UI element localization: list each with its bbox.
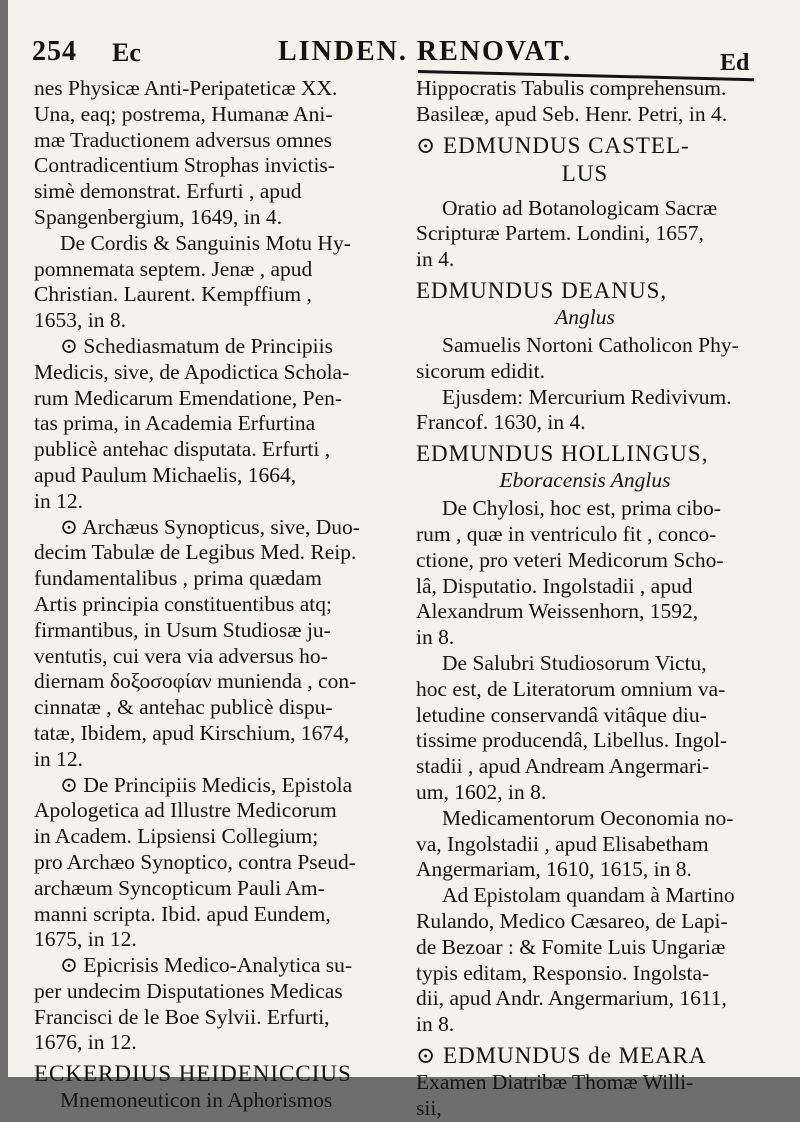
text-line: ctione, pro veteri Medicorum Scho- (416, 547, 724, 572)
text-line: in 12. (34, 746, 83, 771)
text-line: Medicis, sive, de Apodictica Schola- (34, 359, 350, 384)
running-title: LINDEN. RENOVAT. (278, 36, 573, 67)
castellus-heading-continued: LUS (561, 160, 609, 186)
text-line: in Academ. Lipsiensi Collegium; (34, 824, 319, 849)
text-line: simè demonstrat. Erfurti , apud (34, 179, 302, 204)
text-line: publicè antehac disputata. Erfurti , (34, 437, 331, 462)
text-line: 1653, in 8. (34, 308, 126, 333)
text-line: Artis principia constituentibus atq; (34, 591, 332, 616)
text-line: Oratio ad Botanologicam Sacræ (442, 195, 718, 220)
text-line: 1676, in 12. (34, 1030, 137, 1055)
text-line: dii, apud Andr. Angermarium, 1611, (416, 986, 727, 1011)
text-line: decim Tabulæ de Legibus Med. Reip. (34, 540, 357, 565)
text-line: Angermariam, 1610, 1615, in 8. (416, 857, 692, 882)
text-line: ventutis, cui vera via adversus ho- (34, 643, 328, 668)
text-line: in 8. (416, 1012, 455, 1037)
text-line: ⊙ Epicrisis Medico-Analytica su- (60, 953, 353, 978)
text-line: sicorum edidit. (416, 358, 545, 383)
text-line: Scripturæ Partem. Londini, 1657, (416, 221, 704, 246)
text-line: Medicamentorum Oeconomia no- (442, 805, 734, 830)
text-line: De Chylosi, hoc est, prima cibo- (442, 496, 721, 521)
castellus-entries (416, 196, 754, 273)
text-line: Hippocratis Tabulis comprehensum. (416, 76, 727, 100)
text-line: Examen Diatribæ Thomæ Willi- (416, 1069, 694, 1094)
castellus-heading: ⊙ EDMUNDUS CASTEL- (416, 132, 690, 158)
text-line: rum Medicarum Emendatione, Pen- (34, 385, 343, 410)
hollingus-subheading: Eboracensis Anglus (499, 468, 671, 493)
text-line: tas prima, in Academia Erfurtina (34, 411, 316, 436)
text-line: apud Paulum Michaelis, 1664, (34, 462, 297, 487)
deanus-subheading: Anglus (555, 304, 615, 329)
right-column (416, 76, 754, 1122)
text-line: Samuelis Nortoni Catholicon Phy- (442, 332, 739, 357)
meara-heading: ⊙ EDMUNDUS de MEARA (416, 1042, 707, 1068)
deanus-heading: EDMUNDUS DEANUS, (416, 277, 668, 303)
running-header (8, 28, 800, 76)
text-line: Francisci de le Boe Sylvii. Erfurti, (34, 1004, 330, 1029)
text-line: hoc est, de Literatorum omnium va- (416, 676, 726, 701)
text-line: per undecim Disputationes Medicas (34, 978, 343, 1003)
text-line: rum , quæ in ventriculo fit , conco- (416, 521, 717, 546)
text-line: firmantibus, in Usum Studiosæ ju- (34, 617, 331, 642)
text-line: Alexandrum Weissenhorn, 1592, (416, 599, 699, 624)
text-line: tatæ, Ibidem, apud Kirschium, 1674, (34, 720, 350, 745)
text-line: stadii , apud Andream Angermari- (416, 754, 710, 779)
text-line: fundamentalibus , prima quædam (34, 566, 322, 591)
text-line: in 8. (416, 625, 455, 650)
left-column-lines (34, 76, 406, 1056)
text-line: De Cordis & Sanguinis Motu Hy- (60, 230, 351, 255)
text-line: Apologetica ad Illustre Medicorum (34, 798, 337, 823)
text-line: Ejusdem: Mercurium Redivivum. (442, 384, 732, 409)
text-line: pro Archæo Synoptico, contra Pseud- (34, 849, 356, 874)
text-line: lâ, Disputatio. Ingolstadii , apud (416, 573, 693, 598)
page-number: 254 (32, 36, 77, 67)
text-line: Una, eaq; postrema, Humanæ Ani- (34, 101, 333, 126)
eckerdius-entry-line: Mnemoneuticon in Aphorismos (60, 1088, 333, 1113)
text-line: ⊙ De Principiis Medicis, Epistola (60, 772, 353, 797)
eckerdius-heading: ECKERDIUS HEIDENICCIUS (34, 1061, 352, 1087)
text-line: Contradicentium Strophas invictis- (34, 153, 335, 178)
left-running-head: Ec (112, 38, 141, 67)
text-line: diernam δοξοσοφίαν munienda , con- (34, 669, 357, 694)
text-line: Basileæ, apud Seb. Henr. Petri, in 4. (416, 101, 728, 126)
text-line: 1675, in 12. (34, 927, 137, 952)
text-line: ⊙ Schediasmatum de Principiis (60, 333, 333, 358)
meara-entries (416, 1070, 754, 1122)
text-line: cinnatæ , & antehac publicè dispu- (34, 695, 333, 720)
text-line: Francof. 1630, in 4. (416, 410, 586, 435)
text-line: de Bezoar : & Fomite Luis Ungariæ (416, 934, 726, 959)
text-line: letudine conservandâ vitâque diu- (416, 702, 707, 727)
text-line: mæ Traductionem adversus omnes (34, 127, 332, 152)
hollingus-heading: EDMUNDUS HOLLINGUS, (416, 441, 709, 467)
text-line: manni scripta. Ibid. apud Eundem, (34, 901, 331, 926)
hollingus-entries (416, 496, 754, 1038)
text-line: tissime producendâ, Libellus. Ingol- (416, 728, 728, 753)
left-column (34, 76, 406, 1114)
text-line: ⊙ Archæus Synopticus, sive, Duo- (60, 514, 360, 539)
text-line: in 4. (416, 247, 455, 272)
deanus-entries (416, 333, 754, 436)
text-line: De Salubri Studiosorum Victu, (442, 650, 707, 675)
text-line: archæum Syncopticum Pauli Am- (34, 875, 325, 900)
text-line: Christian. Laurent. Kempffium , (34, 282, 312, 307)
text-line: pomnemata septem. Jenæ , apud (34, 256, 313, 281)
text-line: va, Ingolstadii , apud Elisabetham (416, 831, 709, 856)
text-line: typis editam, Responsio. Ingolsta- (416, 960, 710, 985)
right-running-head: Ed (720, 50, 750, 76)
text-line: um, 1602, in 8. (416, 779, 547, 804)
text-line: sii, (416, 1095, 442, 1120)
text-line: Rulando, Medico Cæsareo, de Lapi- (416, 908, 728, 933)
book-page (8, 0, 800, 1120)
text-line: Spangenbergium, 1649, in 4. (34, 204, 283, 229)
text-line: Ad Epistolam quandam à Martino (442, 883, 735, 908)
text-line: nes Physicæ Anti-Peripateticæ XX. (34, 76, 338, 100)
text-line: in 12. (34, 488, 83, 513)
